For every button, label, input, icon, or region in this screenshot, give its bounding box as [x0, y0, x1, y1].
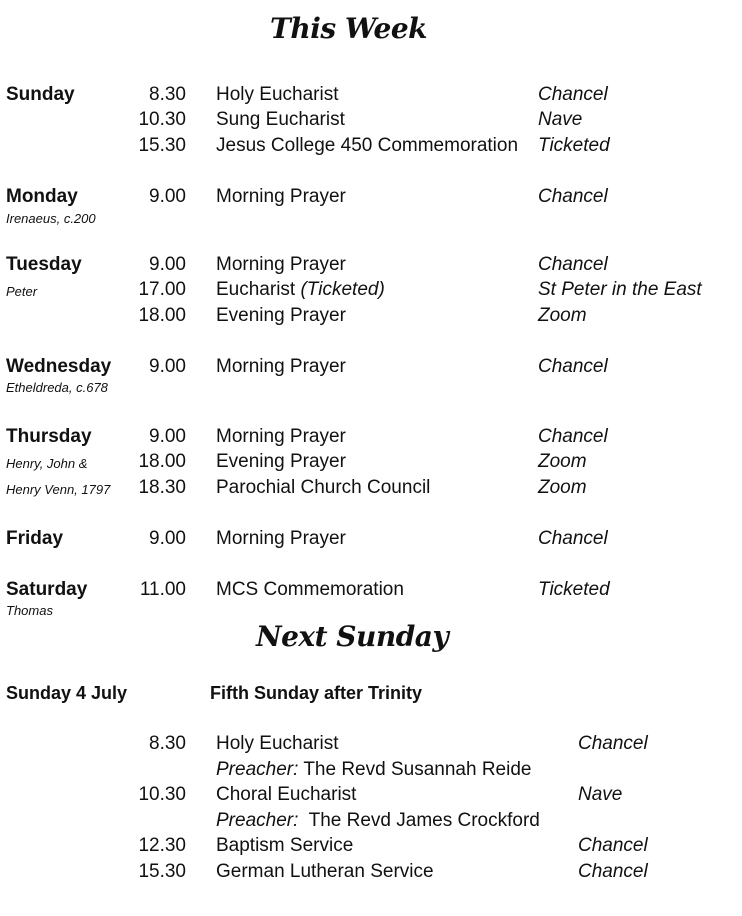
event-service: Holy Eucharist — [216, 733, 339, 754]
saint-wednesday: Etheldreda, c.678 — [6, 380, 108, 395]
event-location: Nave — [578, 784, 623, 805]
event-time: 15.30 — [138, 861, 186, 882]
event-location: St Peter in the East — [538, 279, 702, 300]
this-week-title: This Week — [270, 12, 428, 45]
day-thursday: Thursday — [6, 426, 92, 447]
event-service: MCS Commemoration — [216, 579, 404, 600]
event-time: 9.00 — [149, 426, 186, 447]
saint-monday: Irenaeus, c.200 — [6, 211, 96, 226]
event-service: German Lutheran Service — [216, 861, 434, 882]
saint-tuesday: Peter — [6, 284, 38, 299]
saint-thursday-line1: Henry, John & — [6, 456, 88, 471]
event-location: Chancel — [538, 528, 608, 549]
day-wednesday: Wednesday — [6, 356, 112, 377]
event-time: 8.30 — [149, 733, 186, 754]
event-service: Parochial Church Council — [216, 477, 431, 498]
day-monday: Monday — [6, 186, 78, 207]
event-location: Chancel — [538, 186, 608, 207]
event-time: 10.30 — [138, 109, 186, 130]
event-location: Chancel — [538, 356, 608, 377]
event-location: Zoom — [538, 477, 587, 498]
event-service: Evening Prayer — [216, 305, 346, 326]
event-time: 8.30 — [149, 84, 186, 105]
event-service: Morning Prayer — [216, 356, 346, 377]
event-location: Chancel — [538, 426, 608, 447]
event-service: Sung Eucharist — [216, 109, 345, 130]
next-sunday-date: Sunday 4 July — [6, 683, 128, 703]
event-location: Nave — [538, 109, 583, 130]
event-time: 17.00 — [138, 279, 186, 300]
event-service: Choral Eucharist — [216, 784, 357, 805]
saint-thursday-line2: Henry Venn, 1797 — [6, 482, 111, 497]
preacher-label: Preacher: — [216, 810, 299, 831]
event-service-note: (Ticketed) — [300, 279, 385, 300]
event-location: Zoom — [538, 451, 587, 472]
event-location: Chancel — [578, 861, 648, 882]
event-service: Morning Prayer — [216, 426, 346, 447]
event-time: 9.00 — [149, 356, 186, 377]
event-location: Chancel — [578, 835, 648, 856]
event-location: Chancel — [538, 84, 608, 105]
event-time: 10.30 — [138, 784, 186, 805]
event-preacher — [216, 810, 540, 832]
event-time: 9.00 — [149, 254, 186, 275]
event-location: Zoom — [538, 305, 587, 326]
event-time: 15.30 — [138, 135, 186, 156]
event-time: 9.00 — [149, 186, 186, 207]
day-sunday: Sunday — [6, 84, 75, 105]
event-service: Jesus College 450 Commemoration — [216, 135, 519, 156]
event-service — [216, 279, 385, 301]
preacher-label: Preacher: — [216, 759, 299, 780]
next-sunday-occasion: Fifth Sunday after Trinity — [210, 683, 423, 703]
event-time: 18.00 — [138, 305, 186, 326]
event-service: Holy Eucharist — [216, 84, 339, 105]
event-service: Evening Prayer — [216, 451, 346, 472]
event-location: Chancel — [578, 733, 648, 754]
preacher-name: The Revd Susannah Reide — [303, 759, 532, 780]
event-time: 11.00 — [139, 579, 186, 600]
event-time: 9.00 — [149, 528, 186, 549]
event-service: Morning Prayer — [216, 528, 346, 549]
saint-saturday: Thomas — [6, 603, 53, 618]
event-service: Morning Prayer — [216, 186, 346, 207]
next-sunday-title: Next Sunday — [256, 620, 449, 653]
day-saturday: Saturday — [6, 579, 88, 600]
day-tuesday: Tuesday — [6, 254, 82, 275]
event-location: Chancel — [538, 254, 608, 275]
event-service-name: Eucharist — [216, 279, 296, 300]
preacher-name: The Revd James Crockford — [308, 810, 540, 831]
event-service: Morning Prayer — [216, 254, 346, 275]
event-time: 12.30 — [138, 835, 186, 856]
event-location: Ticketed — [538, 135, 610, 156]
day-friday: Friday — [6, 528, 64, 549]
event-time: 18.00 — [138, 451, 186, 472]
event-time: 18.30 — [138, 477, 186, 498]
event-service: Baptism Service — [216, 835, 354, 856]
event-location: Ticketed — [538, 579, 610, 600]
event-preacher — [216, 759, 531, 781]
